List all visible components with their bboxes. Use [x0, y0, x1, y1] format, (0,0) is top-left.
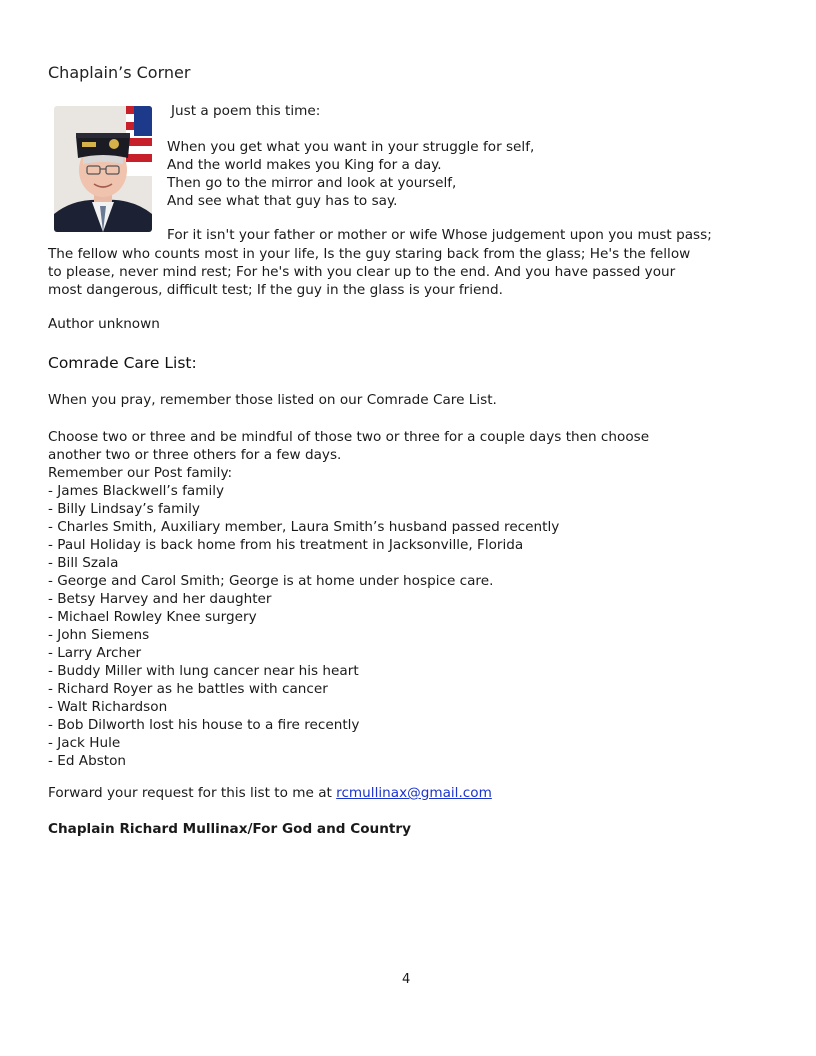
list-item: - John Siemens: [48, 627, 150, 643]
poem-line: And see what that guy has to say.: [167, 193, 398, 209]
poem-line: And the world makes you King for a day.: [167, 157, 442, 173]
poem-paragraph-line: most dangerous, difficult test; If the guy in the glass is your friend.: [48, 282, 503, 298]
remember-heading: Remember our Post family:: [48, 465, 233, 481]
list-item: - Buddy Miller with lung cancer near his heart: [48, 663, 359, 679]
list-item: - Bill Szala: [48, 555, 119, 571]
poem-paragraph-line: The fellow who counts most in your life, Is the guy staring back from the glass; He's the fellow: [48, 246, 691, 262]
email-link[interactable]: rcmullinax@gmail.com: [336, 785, 492, 801]
pray-instruction: When you pray, remember those listed on our Comrade Care List.: [48, 392, 497, 408]
list-item: - Jack Hule: [48, 735, 121, 751]
list-item: - Michael Rowley Knee surgery: [48, 609, 257, 625]
chaplain-photo: [54, 106, 152, 232]
list-item: - Richard Royer as he battles with cancer: [48, 681, 328, 697]
section-title-chaplains-corner: Chaplain’s Corner: [48, 63, 191, 82]
poem-paragraph: [48, 245, 778, 299]
list-item: - Walt Richardson: [48, 699, 168, 715]
list-item: - James Blackwell’s family: [48, 483, 225, 499]
poem-stanza: [167, 138, 534, 210]
forward-request-line: [48, 785, 492, 801]
section-title-comrade-care-list: Comrade Care List:: [48, 354, 197, 372]
list-item: - Billy Lindsay’s family: [48, 501, 200, 517]
poem-intro: Just a poem this time:: [171, 103, 321, 119]
choose-instruction-line: another two or three others for a few days.: [48, 447, 342, 463]
list-item: - Paul Holiday is back home from his treatment in Jacksonville, Florida: [48, 537, 524, 553]
page-number: 4: [402, 972, 411, 987]
list-item: - Bob Dilworth lost his house to a fire recently: [48, 717, 360, 733]
list-item: - George and Carol Smith; George is at home under hospice care.: [48, 573, 494, 589]
poem-line: When you get what you want in your struggle for self,: [167, 139, 535, 155]
choose-instruction-line: Choose two or three and be mindful of those two or three for a couple days then choose: [48, 429, 650, 445]
poem-paragraph-first-line: For it isn't your father or mother or wife Whose judgement upon you must pass;: [167, 227, 712, 243]
list-item: - Larry Archer: [48, 645, 142, 661]
list-item: - Charles Smith, Auxiliary member, Laura Smith’s husband passed recently: [48, 519, 560, 535]
list-item: - Betsy Harvey and her daughter: [48, 591, 272, 607]
poem-author: Author unknown: [48, 316, 160, 332]
poem-paragraph-line: to please, never mind rest; For he's with you clear up to the end. And you have passed your: [48, 264, 676, 280]
list-item: - Ed Abston: [48, 753, 127, 769]
poem-line: Then go to the mirror and look at yourself,: [167, 175, 457, 191]
signature: Chaplain Richard Mullinax/For God and Country: [48, 821, 411, 837]
care-list-block: [48, 428, 649, 770]
forward-request-text: Forward your request for this list to me at: [48, 785, 337, 801]
